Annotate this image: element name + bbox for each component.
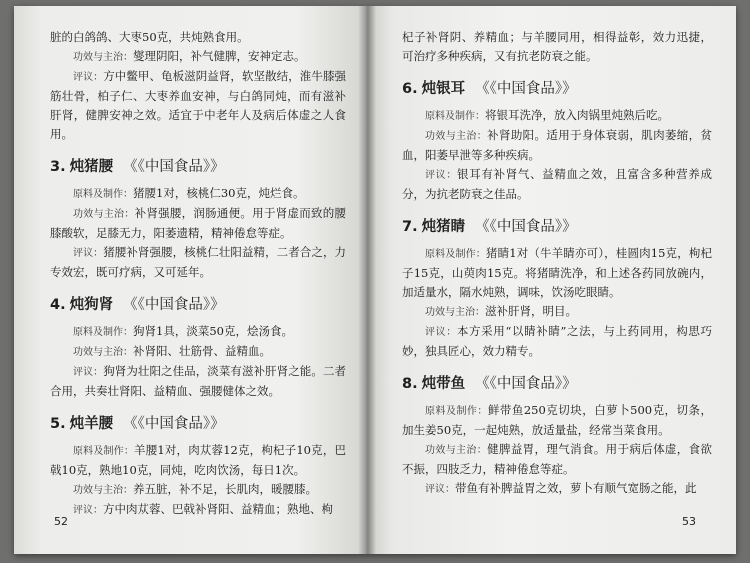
comment-text: 方中肉苁蓉、巴戟补肾阳、益精血；熟地、枸 xyxy=(103,502,333,516)
recipe-heading-5 xyxy=(50,413,346,435)
recipe-title: 炖猪腰 xyxy=(69,159,114,175)
recipe-heading-6 xyxy=(402,78,712,100)
intro-text: 脏的白鸽鸽、大枣50克，共炖熟食用。 xyxy=(50,30,249,44)
left-page-content xyxy=(50,28,346,520)
book-gutter-shadow xyxy=(358,6,376,554)
effect-label: 功效与主治： xyxy=(425,445,488,456)
recipe-source: 《《中国食品》》 xyxy=(123,416,225,432)
recipe-text: 鲜带鱼250克切块，白萝卜500克，切条，加生姜50克，一起炖熟，放适量盐，经常当菜食用。 xyxy=(402,403,712,437)
effect-label: 功效与主治： xyxy=(425,307,485,318)
recipe-title: 炖银耳 xyxy=(421,81,466,97)
effect-text: 补肾强腰，润肠通便。用于肾虚而致的腰膝酸软，足膝无力，阳萎遗精，精神倦怠等症。 xyxy=(50,206,347,240)
effect-label: 功效与主治： xyxy=(73,52,133,63)
book-spread xyxy=(14,6,736,554)
recipe-text: 猪腰1对，核桃仁30克，炖烂食。 xyxy=(133,186,305,200)
recipe-number: 5. xyxy=(50,416,66,432)
right-page xyxy=(366,6,736,554)
recipe-heading-3 xyxy=(50,156,346,178)
recipe-effect xyxy=(402,440,712,479)
page-number-right: 53 xyxy=(682,515,696,528)
recipe-title: 炖猪睛 xyxy=(421,219,466,235)
recipe-label: 原料及制作： xyxy=(73,189,133,200)
recipe-comment xyxy=(50,243,346,282)
recipe-effect xyxy=(50,342,346,362)
comment-label: 评议： xyxy=(425,170,458,181)
recipe-heading-8 xyxy=(402,373,712,395)
comment-text: 带鱼有补脾益胃之效，萝卜有顺气宽肠之能，此 xyxy=(455,481,697,495)
effect-text: 健脾益胃，理气消食。用于病后体虚，食欲不振，四肢乏力，精神倦怠等症。 xyxy=(402,442,712,476)
recipe-effect xyxy=(402,302,712,322)
effect-text: 燮理阴阳，补气健脾，安神定志。 xyxy=(133,49,306,63)
comment-label: 评议： xyxy=(73,367,104,378)
recipe-effect xyxy=(50,480,346,500)
recipe-text: 猪睛1对（牛羊睛亦可），桂圆肉15克，枸杞子15克，山萸肉15克。将猪睛洗净，和上述各药同放碗内，加适量水，隔水炖熟，调味，饮汤吃眼睛。 xyxy=(402,246,713,299)
recipe-heading-4 xyxy=(50,294,346,316)
recipe-number: 6. xyxy=(402,81,418,97)
recipe-effect xyxy=(402,126,712,165)
recipe-effect xyxy=(50,204,346,243)
recipe-title: 炖羊腰 xyxy=(69,416,114,432)
intro-effect xyxy=(50,47,346,67)
recipe-text: 狗肾1具，淡菜50克，烩汤食。 xyxy=(133,324,293,338)
recipe-comment xyxy=(402,479,712,499)
recipe-comment xyxy=(50,362,346,401)
right-page-content xyxy=(402,28,712,499)
comment-text: 本方采用“以睛补睛”之法，与上药同用，构思巧妙，独具匠心，效力精专。 xyxy=(402,324,712,358)
comment-label: 评议： xyxy=(425,327,457,338)
recipe-text: 将银耳洗净，放入肉锅里炖熟后吃。 xyxy=(485,108,669,122)
effect-label: 功效与主治： xyxy=(73,485,133,496)
recipe-comment xyxy=(402,165,712,204)
recipe-ingredients xyxy=(50,184,346,204)
comment-text: 猪腰补肾强腰，核桃仁壮阳益精，二者合之，力专效宏，既可疗病，又可延年。 xyxy=(50,245,347,279)
intro-comment xyxy=(50,67,346,144)
effect-text: 养五脏，补不足，长肌肉，暖腰膝。 xyxy=(133,482,317,496)
recipe-ingredients xyxy=(402,401,712,440)
recipe-label: 原料及制作： xyxy=(425,406,488,417)
recipe-heading-7 xyxy=(402,216,712,238)
recipe-source: 《《中国食品》》 xyxy=(475,376,577,392)
effect-text: 补肾阳、壮筋骨、益精血。 xyxy=(133,344,271,358)
effect-label: 功效与主治： xyxy=(425,131,488,142)
recipe-ingredients xyxy=(402,106,712,126)
left-page xyxy=(14,6,366,554)
recipe-source: 《《中国食品》》 xyxy=(123,297,225,313)
recipe-number: 3. xyxy=(50,159,66,175)
recipe-comment xyxy=(50,500,346,520)
effect-text: 滋补肝肾，明目。 xyxy=(485,304,577,318)
intro-text: 杞子补肾阴、养精血；与羊腰同用，相得益彰，效力迅捷，可治疗多种疾病，又有抗老防衰之能。 xyxy=(402,30,712,63)
comment-text: 狗肾为壮阳之佳品，淡菜有滋补肝肾之能。二者合用，共奏壮肾阳、益精血、强腰健体之效。 xyxy=(50,364,347,398)
effect-label: 功效与主治： xyxy=(73,209,135,220)
recipe-label: 原料及制作： xyxy=(425,111,485,122)
recipe-title: 炖狗肾 xyxy=(69,297,114,313)
recipe-label: 原料及制作： xyxy=(425,249,486,260)
page-number-left: 52 xyxy=(54,515,68,528)
recipe-ingredients xyxy=(402,244,712,302)
comment-label: 评议： xyxy=(73,72,104,83)
recipe-number: 4. xyxy=(50,297,66,313)
recipe-label: 原料及制作： xyxy=(73,327,133,338)
comment-label: 评议： xyxy=(73,505,103,516)
recipe-ingredients xyxy=(50,441,346,480)
comment-label: 评议： xyxy=(73,248,104,259)
recipe-source: 《《中国食品》》 xyxy=(123,159,225,175)
recipe-source: 《《中国食品》》 xyxy=(475,81,577,97)
effect-text: 补肾助阳。适用于身体衰弱，肌肉萎缩，贫血，阳萎早泄等多种疾病。 xyxy=(402,128,712,162)
recipe-title: 炖带鱼 xyxy=(421,376,466,392)
recipe-comment xyxy=(402,322,712,361)
recipe-number: 7. xyxy=(402,219,418,235)
recipe-source: 《《中国食品》》 xyxy=(475,219,577,235)
effect-label: 功效与主治： xyxy=(73,347,133,358)
recipe-number: 8. xyxy=(402,376,418,392)
comment-text: 银耳有补肾气、益精血之效，且富含多种营养成分，为抗老防衰之佳品。 xyxy=(402,167,713,201)
recipe-text: 羊腰1对，肉苁蓉12克，枸杞子10克，巴戟10克，熟地10克，同炖，吃肉饮汤，每日1次。 xyxy=(50,443,346,477)
recipe-ingredients xyxy=(50,322,346,342)
recipe-label: 原料及制作： xyxy=(73,446,135,457)
comment-text: 方中鳖甲、龟板滋阴益肾，软坚散结，淮牛膝强筋壮骨，柏子仁、大枣养血安神，与白鸽同炖，而有滋补肝肾，健脾安神之效。适宜于中老年人及病后体虚之人食用。 xyxy=(50,69,347,141)
comment-label: 评议： xyxy=(425,484,455,495)
